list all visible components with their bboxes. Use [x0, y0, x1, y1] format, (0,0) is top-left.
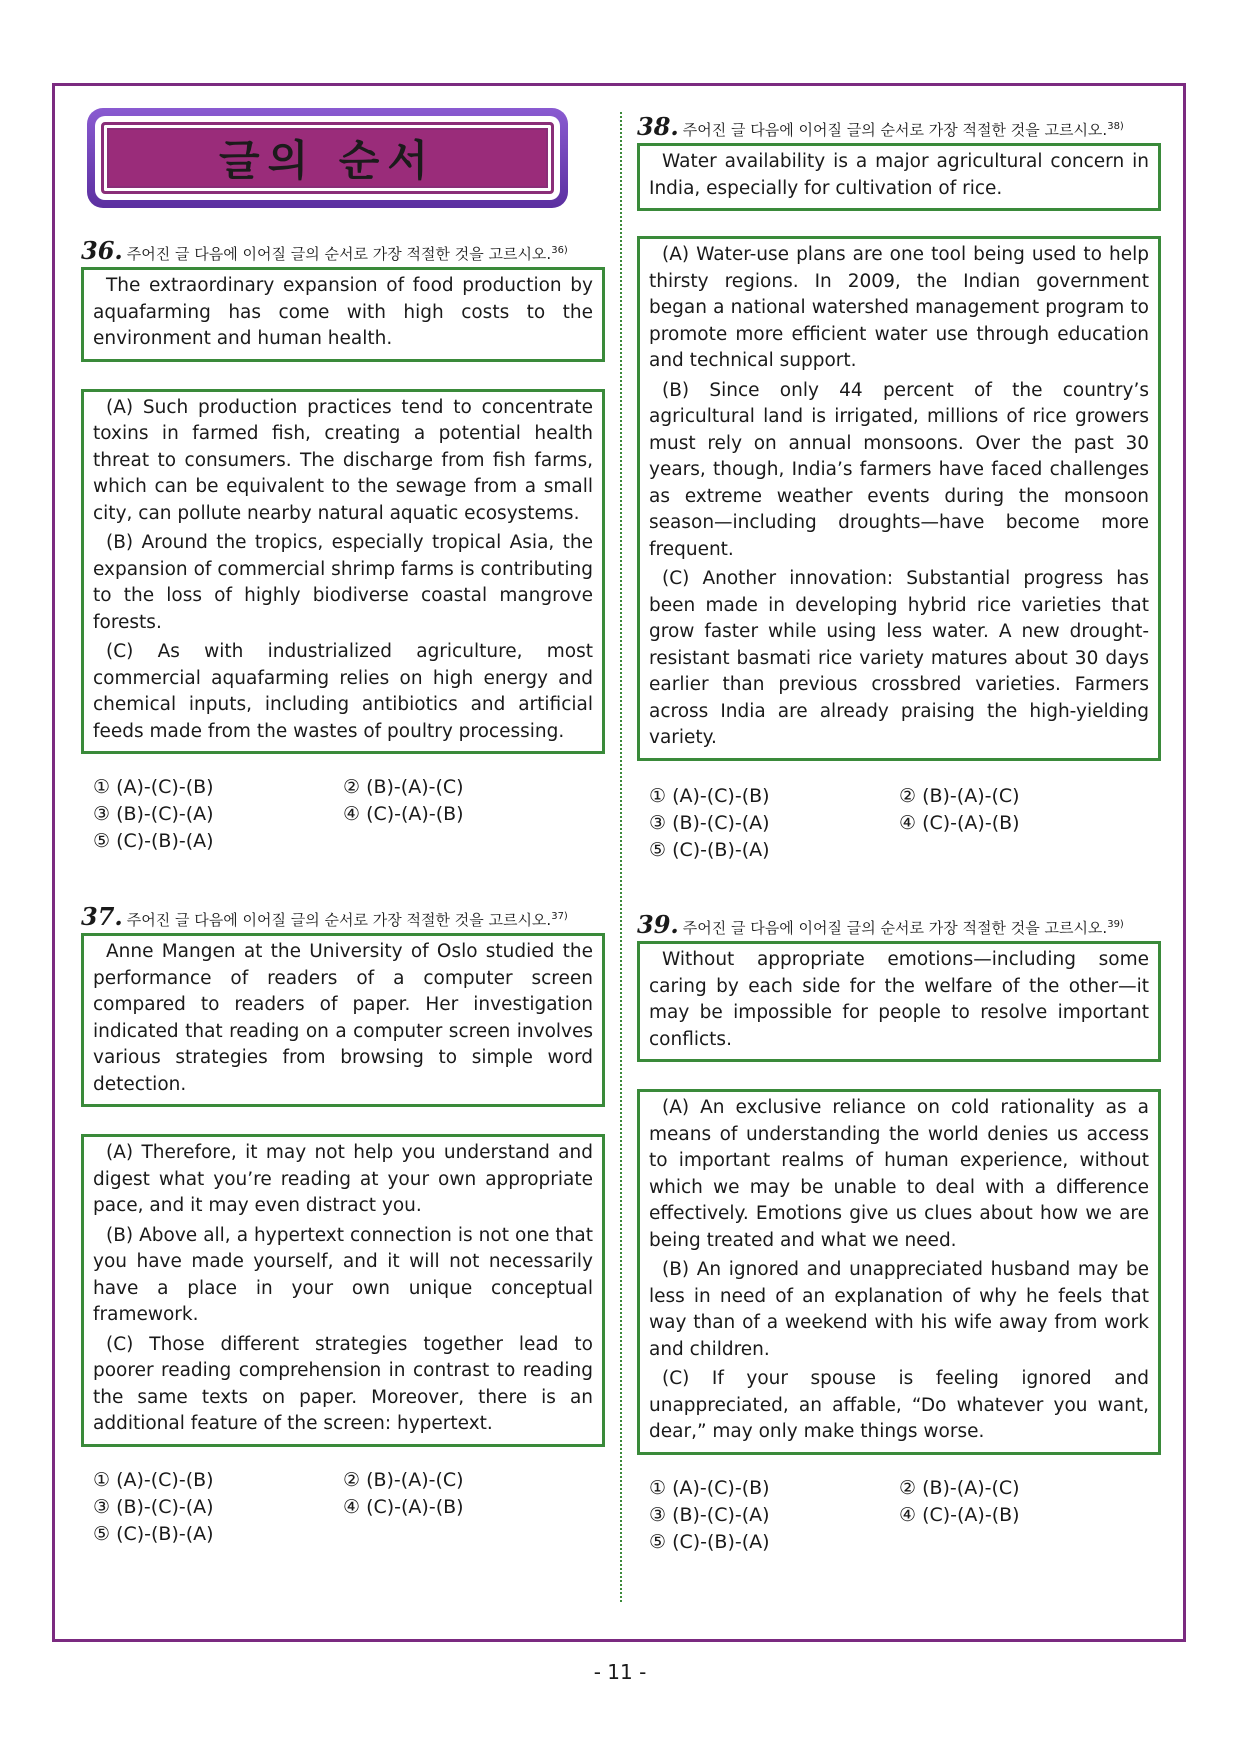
page-number: - 11 - [593, 1660, 647, 1684]
paragraph-c: (C) As with industrialized agriculture, most commercial aquafarming relies on high energy and chemical inputs, including antibiotics and artificial feeds made from the wastes of poultry processing. [93, 641, 593, 742]
paragraph-b: (B) Above all, a hypertext connection is not one that you have made yourself, and it will not necessarily have a place in your own unique conceptual framework. [93, 1224, 593, 1325]
question-header: 37. 주어진 글 다음에 이어질 글의 순서로 가장 적절한 것을 고르시오.$^{37)}$ [81, 902, 568, 931]
option-4[interactable]: ④ (C)-(A)-(B) [343, 1495, 464, 1518]
section-title: 글의 순서 [219, 136, 436, 185]
option-1[interactable]: ① (A)-(C)-(B) [649, 1476, 770, 1499]
paragraph-b: (B) Around the tropics, especially tropical Asia, the expansion of commercial shrimp farms is contributing to the loss of highly biodiverse coastal mangrove forests. [93, 532, 593, 633]
option-4[interactable]: ④ (C)-(A)-(B) [899, 811, 1020, 834]
paragraph-c: (C) Those different strategies together lead to poorer reading comprehension in contrast to reading the same texts on paper. Moreover, there is an additional feature of the screen: hypertext. [93, 1333, 593, 1434]
question-39 [637, 910, 1161, 1556]
paragraphs-box [637, 236, 1161, 761]
paragraphs-box [637, 1089, 1161, 1455]
option-3[interactable]: ③ (B)-(C)-(A) [93, 803, 214, 825]
option-5[interactable]: ⑤ (C)-(B)-(A) [649, 838, 770, 861]
option-5[interactable]: ⑤ (C)-(B)-(A) [93, 830, 214, 852]
option-5[interactable]: ⑤ (C)-(B)-(A) [649, 1530, 770, 1553]
paragraph-a: (A) Such production practices tend to concentrate toxins in farmed fish, creating a potential health threat to consumers. The discharge from fish farms, which can be equivalent to the sewage from a small city, can pollute nearby natural aquatic ecosystems. [93, 396, 593, 524]
option-1[interactable]: ① (A)-(C)-(B) [93, 776, 214, 798]
paragraph-b: (B) An ignored and unappreciated husband may be less in need of an explanation of why he feels that way than of a weekend with his wife away from work and children. [649, 1259, 1149, 1360]
option-1[interactable]: ① (A)-(C)-(B) [649, 784, 770, 807]
paragraph-a: (A) Therefore, it may not help you understand and digest what you’re reading at your own appropriate pace, and it may even distract you. [93, 1142, 593, 1216]
option-4[interactable]: ④ (C)-(A)-(B) [899, 1503, 1020, 1526]
question-38 [637, 112, 1161, 864]
question-37 [81, 902, 605, 1548]
given-passage-box [637, 143, 1161, 211]
option-1[interactable]: ① (A)-(C)-(B) [93, 1468, 214, 1491]
paragraph-a: (A) An exclusive reliance on cold rationality as a means of understanding the world denies us access to important realms of human experience, without which we may be unable to deal with a difference effectively. Emotions give us clues about how we are being treated and what we need. [649, 1097, 1149, 1251]
option-2[interactable]: ② (B)-(A)-(C) [899, 784, 1020, 807]
given-passage-box [81, 267, 605, 362]
paragraph-c: (C) If your spouse is feeling ignored and unappreciated, an affable, “Do whatever you want, dear,” may only make things worse. [649, 1368, 1149, 1442]
option-2[interactable]: ② (B)-(A)-(C) [343, 1468, 464, 1491]
paragraphs-box [81, 389, 605, 755]
given-passage: Without appropriate emotions—including some caring by each side for the welfare of the other—it may be impossible for people to resolve important conflicts. [649, 949, 1149, 1050]
question-header: 39. 주어진 글 다음에 이어질 글의 순서로 가장 적절한 것을 고르시오.$^{39)}$ [637, 910, 1124, 939]
given-passage-box [81, 933, 605, 1107]
given-passage: Anne Mangen at the University of Oslo studied the performance of readers of a computer screen compared to readers of paper. Her investigation indicated that reading on a computer screen involves various strategies from browsing to simple word detection. [93, 941, 593, 1095]
section-title-banner [87, 108, 568, 208]
option-2[interactable]: ② (B)-(A)-(C) [343, 776, 464, 798]
question-header: 38. 주어진 글 다음에 이어질 글의 순서로 가장 적절한 것을 고르시오.$^{38)}$ [637, 112, 1124, 141]
given-passage: The extraordinary expansion of food production by aquafarming has come with high costs to the environment and human health. [93, 275, 593, 349]
answer-options [81, 774, 605, 855]
answer-options [81, 1467, 605, 1548]
paragraph-c: (C) Another innovation: Substantial progress has been made in developing hybrid rice varieties that grow faster while using less water. A new drought-resistant basmati rice variety matures about 30 days earlier than previous crossbred varieties. Farmers across India are already praising the high-yielding variety. [649, 568, 1149, 748]
paragraph-a: (A) Water-use plans are one tool being used to help thirsty regions. In 2009, the Indian government began a national watershed management program to promote more efficient water use through education and technical support. [649, 244, 1149, 371]
option-3[interactable]: ③ (B)-(C)-(A) [649, 1503, 770, 1526]
column-divider [620, 112, 622, 1602]
option-3[interactable]: ③ (B)-(C)-(A) [649, 811, 770, 834]
given-passage-box [637, 941, 1161, 1062]
option-2[interactable]: ② (B)-(A)-(C) [899, 1476, 1020, 1499]
given-passage: Water availability is a major agricultural concern in India, especially for cultivation of rice. [649, 151, 1149, 199]
option-3[interactable]: ③ (B)-(C)-(A) [93, 1495, 214, 1518]
option-4[interactable]: ④ (C)-(A)-(B) [343, 803, 464, 825]
question-header: 36. 주어진 글 다음에 이어질 글의 순서로 가장 적절한 것을 고르시오.$^{36)}$ [81, 236, 568, 265]
question-36 [81, 236, 605, 855]
answer-options [637, 783, 1161, 864]
option-5[interactable]: ⑤ (C)-(B)-(A) [93, 1522, 214, 1545]
paragraphs-box [81, 1134, 605, 1447]
answer-options [637, 1475, 1161, 1556]
paragraph-b: (B) Since only 44 percent of the country’s agricultural land is irrigated, millions of rice growers must rely on annual monsoons. Over the past 30 years, though, India’s farmers have faced challenges as extreme weather events during the monsoon season—including droughts—have become more frequent. [649, 379, 1149, 560]
